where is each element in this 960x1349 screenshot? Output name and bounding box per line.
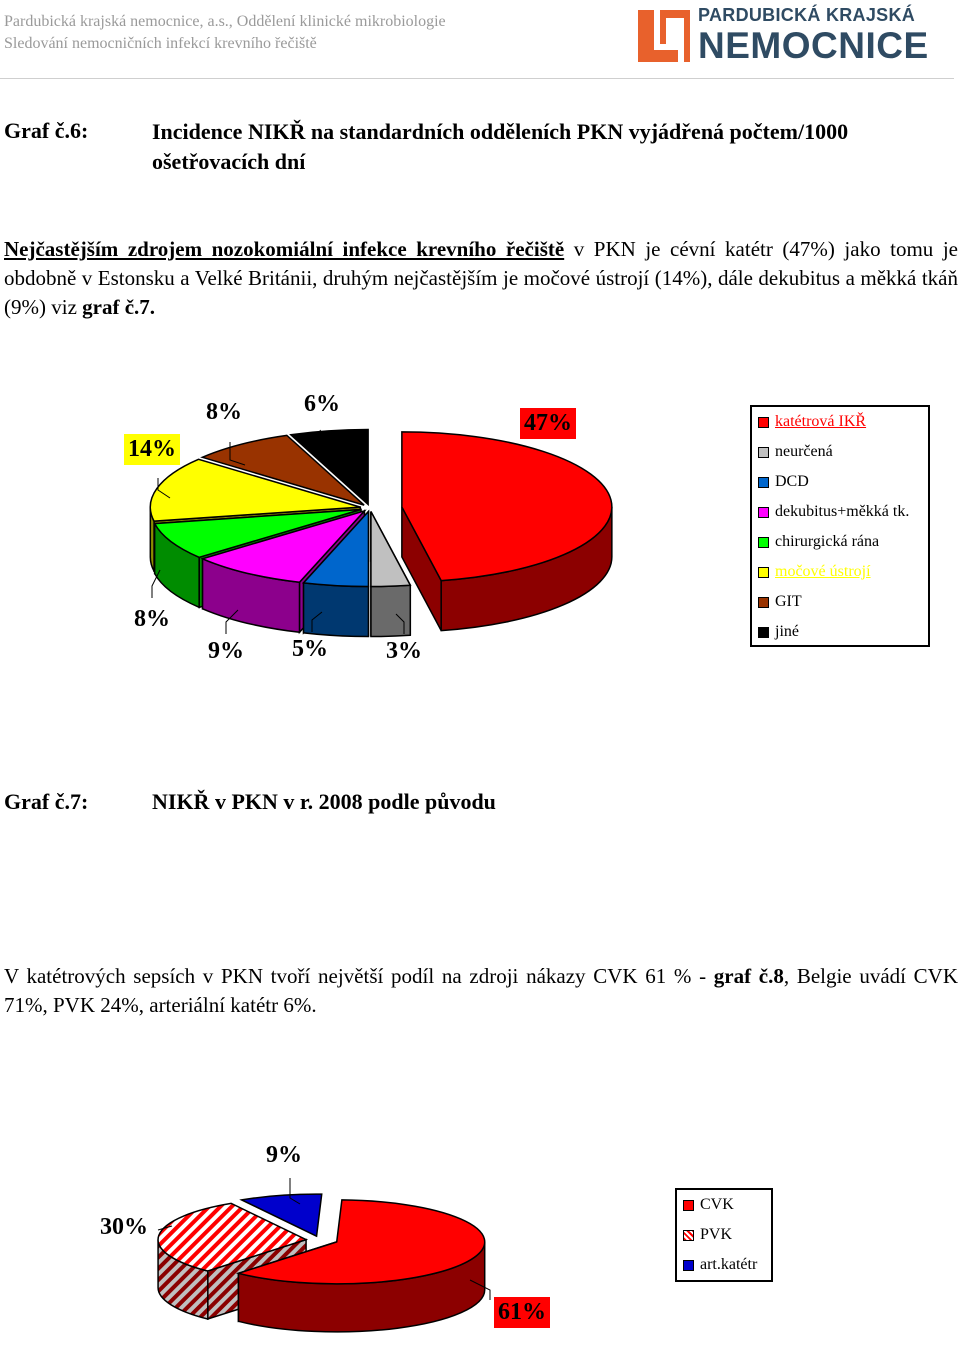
- logo-text-top: PARDUBICKÁ KRAJSKÁ: [698, 5, 916, 25]
- legend-swatch: [758, 417, 769, 428]
- pie-slice-side-2: [304, 583, 369, 637]
- legend-swatch: [758, 477, 769, 488]
- legend-item-chirurgicka: chirurgická rána: [758, 533, 879, 551]
- legend-item-art: art.katétr: [683, 1256, 757, 1274]
- legend-swatch: [758, 627, 769, 638]
- paragraph-source-underlined: Nejčastějším zdrojem nozokomiální infekce krevního řečiště: [4, 237, 565, 261]
- paragraph-source-text: v PKN je cévní katétr (47%) jako tomu je obdobně v Estonsku a Velké Británii, druhým nejčastějším je močové ústrojí (14%), dále dekubitus a měkká tkáň (9%) viz: [4, 237, 959, 319]
- graf6-label: Graf č.6:: [4, 118, 89, 143]
- data-label-neurcena: 3%: [386, 638, 422, 664]
- header-subtitle: Sledování nemocničních infekcí krevního řečiště: [4, 35, 317, 52]
- legend-item-git: GIT: [758, 593, 802, 611]
- data-label-mocove: 14%: [124, 434, 180, 465]
- chart2-legend: [675, 1188, 773, 1282]
- legend-swatch: [683, 1260, 694, 1271]
- graf7-title: NIKŘ v PKN v r. 2008 podle původu: [152, 789, 496, 814]
- graf6-title-line1: Incidence NIKŘ na standardních odděleních PKN vyjádřená počtem/1000: [152, 119, 849, 144]
- data-label-dekubitus: 9%: [208, 638, 244, 664]
- data-label-cvk: 61%: [494, 1297, 550, 1328]
- legend-item-dekubitus: dekubitus+měkká tk.: [758, 503, 909, 521]
- legend-item-cvk: CVK: [683, 1196, 734, 1214]
- legend-item-neurcena: neurčená: [758, 443, 833, 461]
- header-divider: [0, 78, 954, 79]
- legend-swatch: [758, 567, 769, 578]
- chart-catheter-pie: [0, 1130, 960, 1349]
- legend-item-pvk: PVK: [683, 1226, 732, 1244]
- data-label-chirurgicka: 8%: [134, 606, 170, 632]
- legend-item-dcd: DCD: [758, 473, 809, 491]
- graf8-reference: graf č.8: [713, 964, 784, 988]
- paragraph-source: Nejčastějším zdrojem nozokomiální infekce krevního řečiště v PKN je cévní katétr (47%) jako tomu je obdobně v Estonsku a Velké Británii, druhým nejčastějším je močové ústrojí (14%), dále dekubitus a měkká tkáň (9%) viz graf č.7.: [4, 237, 959, 319]
- legend-item-jine: jiné: [758, 623, 799, 641]
- legend-item-mocove: močové ústrojí: [758, 563, 871, 581]
- legend-item-katetrova: katétrová IKŘ: [758, 413, 866, 431]
- data-label-dcd: 5%: [292, 636, 328, 662]
- graf7-label: Graf č.7:: [4, 789, 89, 814]
- legend-swatch: [758, 537, 769, 548]
- legend-swatch: [758, 597, 769, 608]
- data-label-art: 9%: [266, 1142, 302, 1168]
- legend-swatch: [683, 1230, 694, 1241]
- logo-text-bottom: NEMOCNICE: [698, 25, 929, 66]
- legend-swatch: [758, 447, 769, 458]
- header-institution: Pardubická krajská nemocnice, a.s., Oddělení klinické mikrobiologie: [4, 13, 446, 30]
- graf6-title-line2: ošetřovacích dní: [152, 149, 306, 174]
- legend-swatch: [758, 507, 769, 518]
- chart1-legend: [750, 405, 930, 647]
- logo-mark-icon: [634, 6, 694, 66]
- graf6-title: [152, 117, 960, 177]
- paragraph-catheter: V katétrových sepsích v PKN tvoří největší podíl na zdroji nákazy CVK 61 % - graf č.8, Belgie uvádí CVK 71%, PVK 24%, arteriální katétr 6%.: [4, 964, 958, 1017]
- graf7-reference: graf č.7: [82, 295, 150, 319]
- legend-swatch: [683, 1200, 694, 1211]
- data-label-git: 8%: [206, 399, 242, 425]
- chart-origin-pie: [0, 390, 960, 680]
- data-label-katetrova: 47%: [520, 408, 576, 439]
- data-label-pvk: 30%: [100, 1214, 148, 1240]
- data-label-jine: 6%: [304, 391, 340, 417]
